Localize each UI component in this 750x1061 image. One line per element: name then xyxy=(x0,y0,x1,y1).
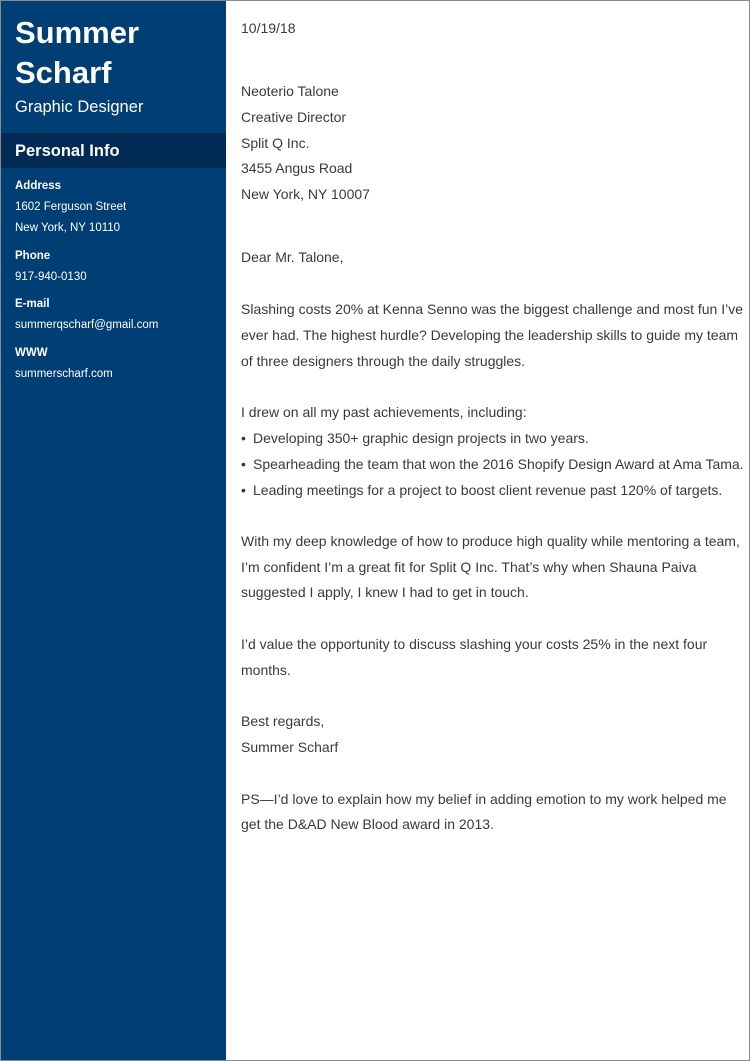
recipient-company: Split Q Inc. xyxy=(241,135,310,151)
applicant-name xyxy=(15,13,215,93)
recipient-city: New York, NY 10007 xyxy=(241,186,370,202)
bullet-text: Leading meetings for a project to boost client revenue past 120% of targets. xyxy=(253,482,723,498)
paragraph-1-line: of three designers through the daily struggles. xyxy=(241,353,526,369)
signature: Summer Scharf xyxy=(241,739,339,755)
bullet-dot: • xyxy=(241,482,246,498)
paragraph-4-line: I’d value the opportunity to discuss slashing your costs 25% in the next four xyxy=(241,636,708,652)
phone-label: Phone xyxy=(15,250,51,262)
recipient-name: Neoterio Talone xyxy=(241,83,339,99)
personal-info-header xyxy=(1,133,226,168)
sidebar xyxy=(1,1,226,1061)
phone-block xyxy=(15,249,220,285)
paragraph-4-line: months. xyxy=(241,662,291,678)
achievement-list-item xyxy=(241,430,589,447)
paragraph-3-line: suggested I apply, I knew I had to get in touch. xyxy=(241,584,529,600)
name-line-last: Scharf xyxy=(15,55,112,90)
phone-value: 917-940-0130 xyxy=(15,271,87,283)
postscript-line: get the D&AD New Blood award in 2013. xyxy=(241,816,494,832)
section-title: Personal Info xyxy=(15,142,120,160)
paragraph-3-line: I’m confident I’m a great fit for Split Q Inc. That’s why when Shauna Paiva xyxy=(241,559,697,575)
paragraph-2-intro: I drew on all my past achievements, including: xyxy=(241,404,527,420)
recipient-street: 3455 Angus Road xyxy=(241,160,353,176)
recipient-title: Creative Director xyxy=(241,109,347,125)
bullet-text: Developing 350+ graphic design projects in two years. xyxy=(253,430,589,446)
address-line-2: New York, NY 10110 xyxy=(15,222,121,234)
paragraph-1-line: Slashing costs 20% at Kenna Senno was the biggest challenge and most fun I’ve xyxy=(241,301,743,317)
address-label: Address xyxy=(15,180,62,192)
paragraph-1-line: ever had. The highest hurdle? Developing the leadership skills to guide my team xyxy=(241,327,739,343)
email-value: summerqscharf@gmail.com xyxy=(15,319,159,331)
name-line-first: Summer xyxy=(15,15,140,50)
email-block xyxy=(15,297,220,333)
bullet-dot: • xyxy=(241,430,246,446)
postscript-line: PS—I’d love to explain how my belief in adding emotion to my work helped me xyxy=(241,791,727,807)
www-label: WWW xyxy=(15,347,48,359)
bullet-dot: • xyxy=(241,456,246,472)
bullet-text: Spearheading the team that won the 2016 Shopify Design Award at Ama Tama. xyxy=(253,456,744,472)
www-block xyxy=(15,346,220,382)
www-value: summerscharf.com xyxy=(15,368,113,380)
achievement-list-item xyxy=(241,482,722,499)
email-label: E-mail xyxy=(15,298,50,310)
paragraph-3-line: With my deep knowledge of how to produce high quality while mentoring a team, xyxy=(241,533,740,549)
achievement-list-item xyxy=(241,456,744,473)
address-block xyxy=(15,179,220,236)
salutation: Dear Mr. Talone, xyxy=(241,249,344,265)
closing: Best regards, xyxy=(241,713,325,729)
address-line-1: 1602 Ferguson Street xyxy=(15,201,127,213)
job-title: Graphic Designer xyxy=(15,98,144,116)
letter-date: 10/19/18 xyxy=(241,20,296,36)
